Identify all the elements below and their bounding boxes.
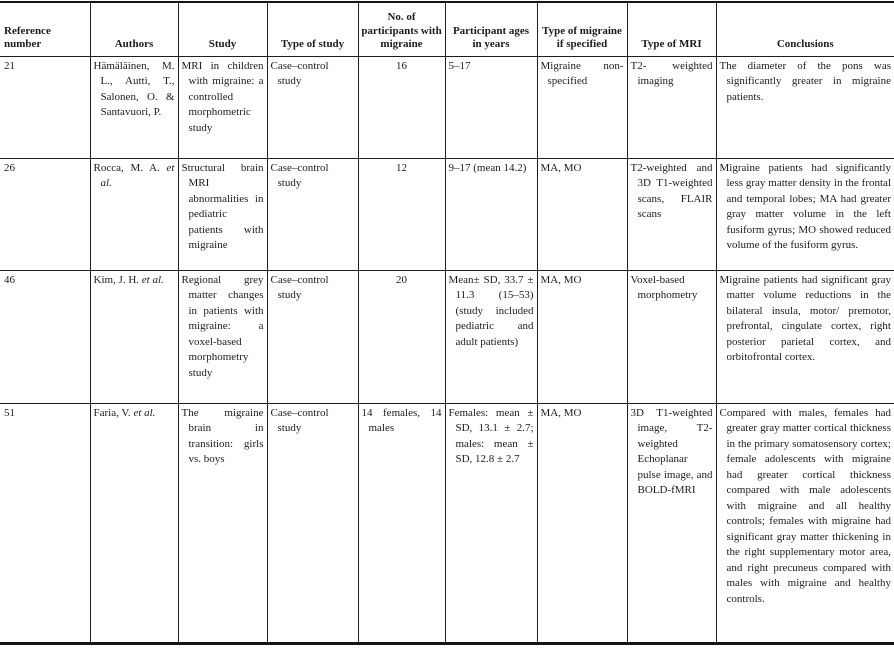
cell-21-ref: 21 <box>0 56 90 158</box>
table-row-51 <box>0 403 894 643</box>
cell-46-conclusions: Migraine patients had significant gray matter volume reductions in the bilateral insula, motor/ premotor, prefrontal, cingulate cortex, right posterior parietal cortex, and orbitofrontal cortex. <box>716 270 894 403</box>
header-cell-ref: Reference number <box>0 2 90 56</box>
cell-21-authors: Hämäläinen, M. L., Autti, T., Salonen, O. & Santavuori, P. <box>90 56 178 158</box>
cell-51-participants: 14 females, 14 males <box>358 403 445 643</box>
cell-51-mri_type: 3D T1-weighted image, T2-weighted Echoplanar pulse image, and BOLD-fMRI <box>627 403 716 643</box>
cell-46-migraine_type: MA, MO <box>537 270 627 403</box>
cell-51-study: The migraine brain in transition: girls vs. boys <box>178 403 267 643</box>
cell-21-study: MRI in children with migraine: a controlled morphometric study <box>178 56 267 158</box>
header-cell-conclusions: Conclusions <box>716 2 894 56</box>
cell-26-ref: 26 <box>0 158 90 270</box>
cell-46-ages: Mean± SD, 33.7 ± 11.3 (15–53) (study included pediatric and adult patients) <box>445 270 537 403</box>
cell-21-participants: 16 <box>358 56 445 158</box>
header-cell-study: Study <box>178 2 267 56</box>
header-cell-participants: No. of participants with migraine <box>358 2 445 56</box>
cell-26-participants: 12 <box>358 158 445 270</box>
cell-46-participants: 20 <box>358 270 445 403</box>
cell-26-study: Structural brain MRI abnormalities in pediatric patients with migraine <box>178 158 267 270</box>
cell-51-type_of_study: Case–control study <box>267 403 358 643</box>
cell-21-migraine_type: Migraine non-specified <box>537 56 627 158</box>
table-header-row <box>0 2 894 56</box>
table-row-26 <box>0 158 894 270</box>
cell-46-mri_type: Voxel-based morphometry <box>627 270 716 403</box>
cell-26-mri_type: T2-weighted and 3D T1-weighted scans, FLAIR scans <box>627 158 716 270</box>
cell-46-authors: Kim, J. H. et al. <box>90 270 178 403</box>
cell-21-conclusions: The diameter of the pons was significantly greater in migraine patients. <box>716 56 894 158</box>
cell-46-ref: 46 <box>0 270 90 403</box>
header-cell-mri_type: Type of MRI <box>627 2 716 56</box>
cell-21-ages: 5–17 <box>445 56 537 158</box>
cell-26-type_of_study: Case–control study <box>267 158 358 270</box>
cell-26-ages: 9–17 (mean 14.2) <box>445 158 537 270</box>
cell-51-ages: Females: mean ± SD, 13.1 ± 2.7; males: mean ± SD, 12.8 ± 2.7 <box>445 403 537 643</box>
header-cell-ages: Participant ages in years <box>445 2 537 56</box>
cell-46-type_of_study: Case–control study <box>267 270 358 403</box>
cell-46-study: Regional grey matter changes in patients with migraine: a voxel-based morphometry study <box>178 270 267 403</box>
cell-51-migraine_type: MA, MO <box>537 403 627 643</box>
cell-51-ref: 51 <box>4 406 15 419</box>
cell-21-mri_type: T2- weighted imaging <box>627 56 716 158</box>
table-row-21 <box>0 56 894 158</box>
cell-26-authors: Rocca, M. A. et al. <box>90 158 178 270</box>
studies-table <box>0 1 894 645</box>
cell-51-conclusions: Compared with males, females had greater gray matter cortical thickness in the primary somatosensory cortex; female adolescents with migraine had greater cortical thickness compared with male adolescents with migraine and all healthy controls; females with migraine had significant gray matter thickening in the right supplementary motor area, and right precuneus compared with males with migraine and healthy controls. <box>716 403 894 643</box>
header-cell-authors: Authors <box>90 2 178 56</box>
header-cell-migraine_type: Type of migraine if specified <box>537 2 627 56</box>
table-body <box>0 56 894 643</box>
cell-21-type_of_study: Case–control study <box>267 56 358 158</box>
header-cell-type_of_study: Type of study <box>267 2 358 56</box>
table-row-46 <box>0 270 894 403</box>
cell-26-migraine_type: MA, MO <box>537 158 627 270</box>
cell-26-conclusions: Migraine patients had significantly less gray matter density in the frontal and temporal lobes; MA had greater gray matter volume in the left fusiform gyrus; MO showed reduced volume of the fusiform gyrus. <box>716 158 894 270</box>
cell-51-authors: Faria, V. et al. <box>90 403 178 643</box>
